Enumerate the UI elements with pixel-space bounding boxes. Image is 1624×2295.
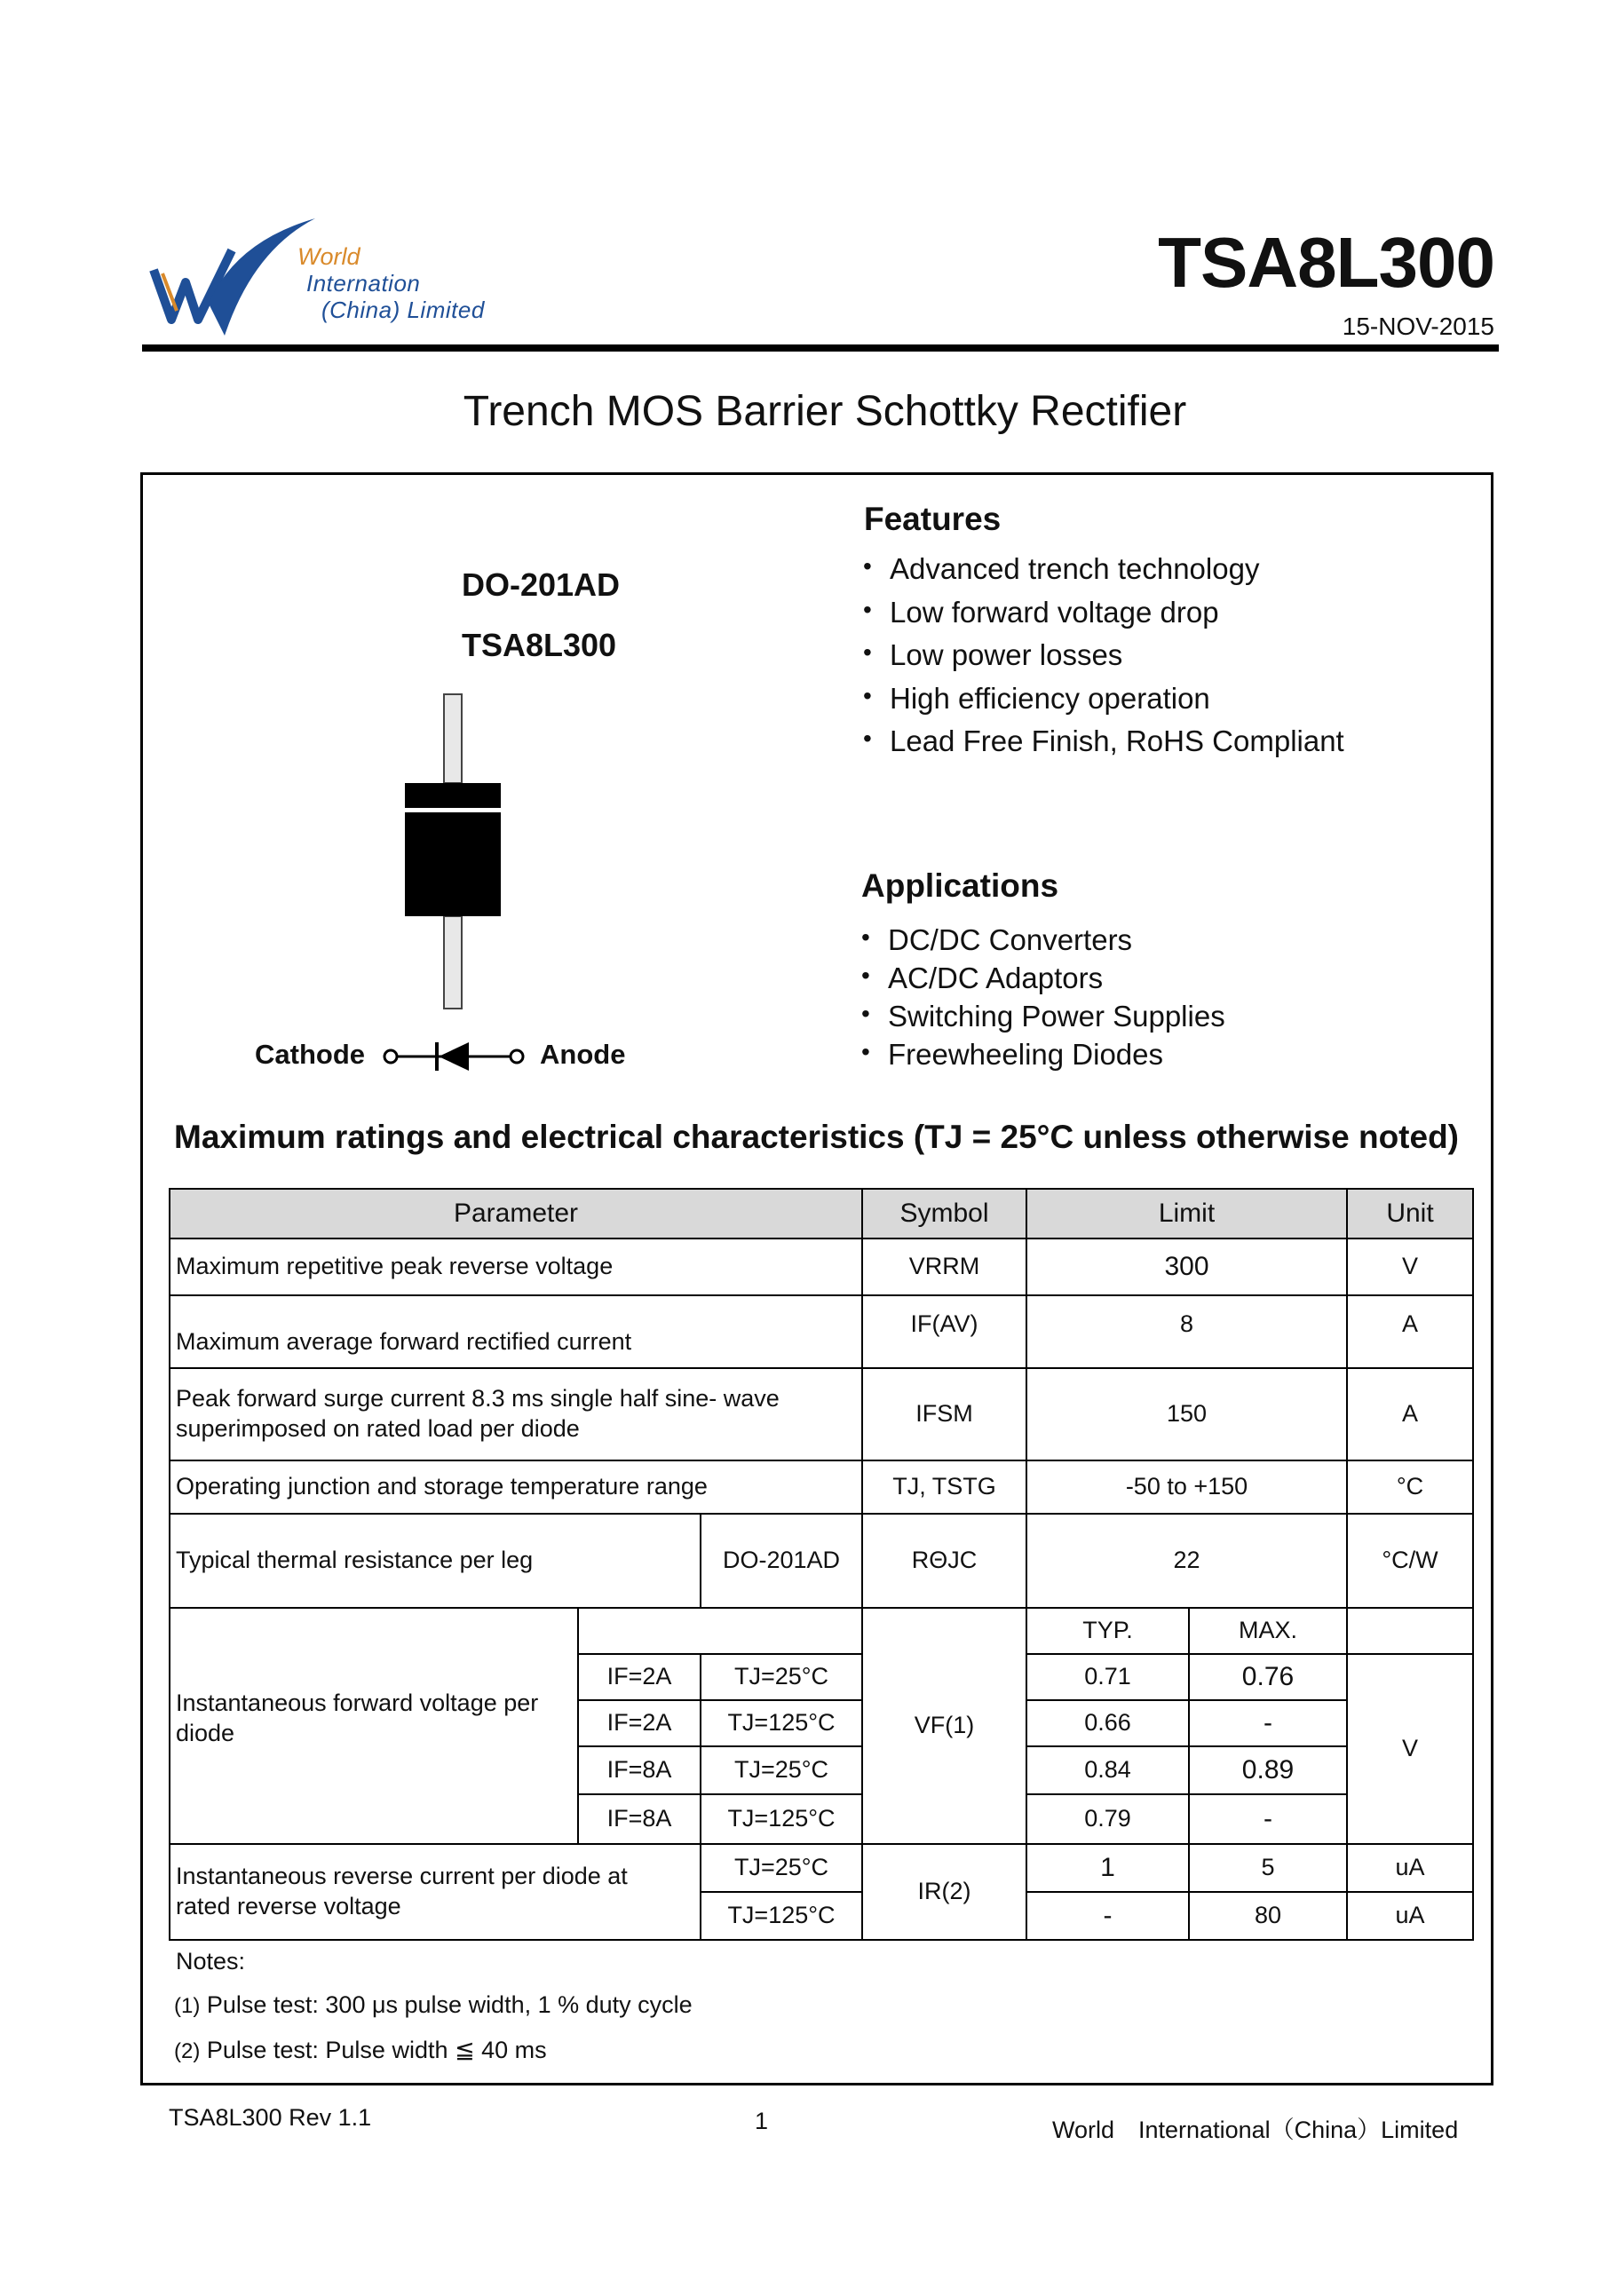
header-divider [142,344,1499,352]
application-item: • DC/DC Converters [861,923,1225,962]
ifav-limit: 8 [1026,1294,1348,1369]
header-symbol: Symbol [861,1188,1027,1239]
ratings-table [169,1188,1474,1941]
header-unit: Unit [1346,1188,1474,1239]
vf-if: IF=8A [577,1793,701,1845]
ifsm-limit: 150 [1026,1367,1348,1461]
vrrm-unit: V [1346,1238,1474,1296]
header-limit: Limit [1026,1188,1348,1239]
application-item: • Freewheeling Diodes [861,1038,1225,1076]
features-list [863,552,1344,768]
vf-if: IF=2A [577,1653,701,1701]
ifav-unit: A [1346,1294,1474,1369]
vf-if: IF=8A [577,1745,701,1795]
temp-unit: °C [1346,1460,1474,1515]
vrrm-parameter: Maximum repetitive peak reverse voltage [169,1238,863,1296]
note-2-text: Pulse test: Pulse width ≦ 40 ms [200,2037,547,2063]
diode-package-drawing [391,692,515,1012]
application-item: • Switching Power Supplies [861,1000,1225,1038]
temp-limit: -50 to +150 [1026,1460,1348,1515]
ir-typ: 1 [1026,1843,1190,1893]
vf-tj: TJ=25°C [700,1653,863,1701]
feature-item: • Lead Free Finish, RoHS Compliant [863,724,1344,768]
applications-heading: Applications [861,867,1059,904]
footer-revision: TSA8L300 Rev 1.1 [169,2104,372,2131]
vf-tj: TJ=25°C [700,1745,863,1795]
vf-tj: TJ=125°C [700,1699,863,1747]
anode-label: Anode [540,1039,626,1070]
vf-max: - [1188,1699,1348,1747]
applications-list [861,923,1225,1076]
ifsm-unit: A [1346,1367,1474,1461]
note-2-number: (2) [174,2039,201,2063]
vf-max: 0.76 [1188,1653,1348,1701]
vf-if: IF=2A [577,1699,701,1747]
note-1-number: (1) [174,1994,201,2018]
ir-tj: TJ=25°C [700,1843,863,1893]
vf-typ: 0.84 [1026,1745,1190,1795]
vf-unit-header [1346,1607,1474,1655]
thermal-parameter: Typical thermal resistance per leg [169,1513,701,1609]
notes-heading: Notes: [176,1948,246,1974]
ir-typ: - [1026,1891,1190,1941]
thermal-unit: °C/W [1346,1513,1474,1609]
ifav-parameter: Maximum average forward rectified current [169,1294,863,1369]
vf-typ-header: TYP. [1026,1607,1190,1655]
ir-unit: uA [1346,1843,1474,1893]
ir-parameter: Instantaneous reverse current per diode at rated reverse voltage [169,1843,701,1941]
temp-symbol: TJ, TSTG [861,1460,1027,1515]
vrrm-symbol: VRRM [861,1238,1027,1296]
header-parameter: Parameter [169,1188,863,1239]
logo-text-world: World [297,243,360,270]
note-1-text: Pulse test: 300 μs pulse width, 1 % duty cycle [200,1991,693,2018]
vf-max-header: MAX. [1188,1607,1348,1655]
vf-typ: 0.79 [1026,1793,1190,1845]
document-title: Trench MOS Barrier Schottky Rectifier [463,388,1187,435]
thermal-limit: 22 [1026,1513,1348,1609]
vf-tj: TJ=125°C [700,1793,863,1845]
note-1 [174,1991,693,2019]
part-number-title: TSA8L300 [1158,223,1494,302]
ir-tj: TJ=125°C [700,1891,863,1941]
vf-typ: 0.71 [1026,1653,1190,1701]
document-date: 15-NOV-2015 [1342,313,1494,340]
footer-company: World International（China）Limited [1052,2117,1459,2143]
ir-symbol: IR(2) [861,1843,1027,1941]
vrrm-limit: 300 [1026,1238,1348,1296]
thermal-symbol: RΘJC [861,1513,1027,1609]
ir-max: 80 [1188,1891,1348,1941]
logo-text-china-limited: (China) Limited [321,297,485,323]
cathode-label: Cathode [255,1039,365,1070]
ifav-symbol: IF(AV) [861,1294,1027,1369]
vf-max: 0.89 [1188,1745,1348,1795]
logo-text-internation: Internation [306,270,421,297]
ifsm-parameter: Peak forward surge current 8.3 ms single half sine- wave superimposed on rated load per diode [169,1367,863,1461]
vf-symbol: VF(1) [861,1607,1027,1845]
vf-max: - [1188,1793,1348,1845]
vf-condition-header [577,1607,863,1655]
feature-item: • High efficiency operation [863,682,1344,725]
footer-page-number: 1 [755,2108,769,2134]
ir-unit: uA [1346,1891,1474,1941]
diode-symbol-icon [380,1037,527,1076]
ir-max: 5 [1188,1843,1348,1893]
feature-item: • Advanced trench technology [863,552,1344,596]
note-2 [174,2037,547,2064]
application-item: • AC/DC Adaptors [861,962,1225,1000]
feature-item: • Low forward voltage drop [863,596,1344,639]
thermal-condition: DO-201AD [700,1513,863,1609]
table-title: Maximum ratings and electrical characteristics (TJ = 25°C unless otherwise noted) [174,1119,1459,1155]
ifsm-symbol: IFSM [861,1367,1027,1461]
feature-item: • Low power losses [863,638,1344,682]
vf-unit: V [1346,1653,1474,1845]
features-heading: Features [864,501,1002,537]
vf-typ: 0.66 [1026,1699,1190,1747]
temp-parameter: Operating junction and storage temperature range [169,1460,863,1515]
vf-parameter: Instantaneous forward voltage per diode [169,1607,579,1845]
